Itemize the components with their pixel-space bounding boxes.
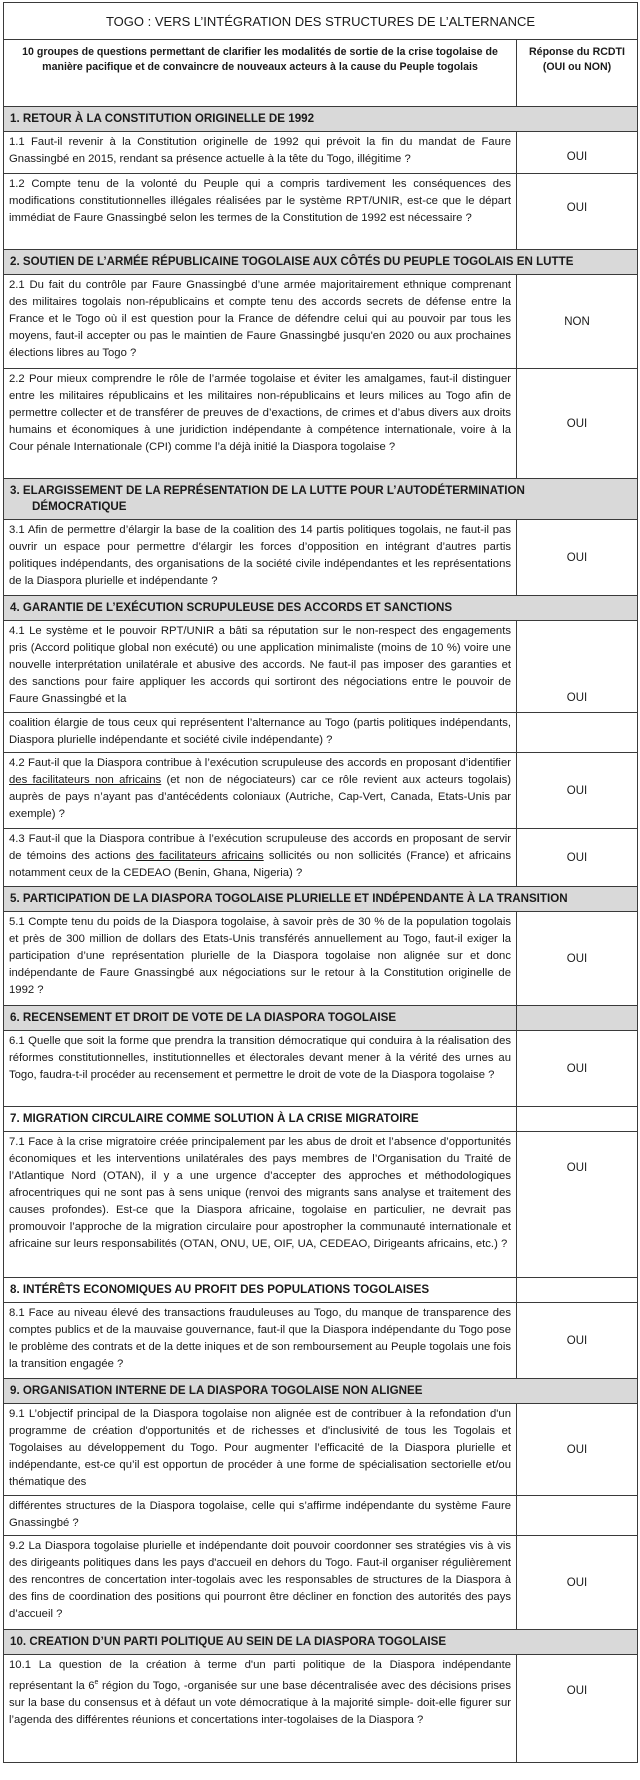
question-row — [4, 275, 638, 369]
section-header-row — [4, 1107, 638, 1132]
question-3-1: 3.1 Afin de permettre d’élargir la base de la coalition des 14 partis politiques togolais, ne faut-il pas ouvrir un espace pour permettre d’élargir les forces d’opposition en intégrant d’autres partis politiques indépendants, des organisations de la société civile indépendantes et les représentations de la Diaspora plurielle et indépendante ? — [4, 520, 517, 596]
answer-2-1: NON — [517, 275, 638, 369]
section-header-row — [4, 1379, 638, 1404]
question-row — [4, 829, 638, 887]
question-4-2 — [4, 753, 517, 829]
answer-5-1: OUI — [517, 912, 638, 1006]
question-row — [4, 132, 638, 174]
question-5-1: 5.1 Compte tenu du poids de la Diaspora togolaise, à savoir près de 30 % de la population togolais et près de 300 million de dollars des Etats-Unis transférés annuellement au Togo, faut-il exiger la participation d’une représentation plurielle de la Diaspora togolaise non alignée sur et donc indépendante de Faure Gnassingbé aux négociations sur le retour à la Constitution originelle de 1992 ? — [4, 912, 517, 1006]
question-1-1: 1.1 Faut-il revenir à la Constitution originelle de 1992 qui prévoit la fin du mandat de Faure Gnassingbé en 2015, rendant sa présence actuelle à la tête du Togo, illégitime ? — [4, 132, 517, 174]
question-4-1-continuation: coalition élargie de tous ceux qui représentent l’alternance au Togo (partis politiques indépendants, Diaspora plurielle indépendante et société civile indépendante) ? — [4, 713, 517, 753]
question-continuation-row — [4, 713, 638, 753]
section-10-heading: 10. CREATION D’UN PARTI POLITIQUE AU SEIN DE LA DIASPORA TOGOLAISE — [4, 1630, 638, 1655]
question-9-1-continuation: différentes structures de la Diaspora togolaise, celle qui s’affirme indépendante du système Faure Gnassingbé ? — [4, 1496, 517, 1536]
question-9-2: 9.2 La Diaspora togolaise plurielle et indépendante doit pouvoir coordonner ses stratégies vis à vis des dirigeants politiques dans les pays d'accueil en dehors du Togo. Faut-il organiser régulièrement des rencontres de concertation inter-togolais avec les responsables de structures de la Diaspora à des fins de coordination des positions qui pourront être décliner en fonction des autorités des pays d’accueil ? — [4, 1536, 517, 1630]
question-9-1: 9.1 L’objectif principal de la Diaspora togolaise non alignée est de contribuer à la refondation d'un programme de création d'opportunités et de richesses et d'inclusivité de tous les Togolais et Togolaises au développement du Togo. Pour augmenter l’efficacité de la Diaspora plurielle et indépendante, est-ce qu’il est opportun de procéder à une forme de spécialisation sectorielle et/ou thématique des — [4, 1404, 517, 1496]
question-row — [4, 1132, 638, 1278]
section-7-heading-side — [517, 1107, 638, 1132]
section-1-heading: 1. RETOUR À LA CONSTITUTION ORIGINELLE DE 1992 — [4, 107, 638, 132]
column-header-row — [4, 40, 638, 107]
section-7-heading: 7. MIGRATION CIRCULAIRE COMME SOLUTION À LA CRISE MIGRATOIRE — [4, 1107, 517, 1132]
answer-4-1-continuation — [517, 713, 638, 753]
section-header-row — [4, 1630, 638, 1655]
answer-6-1: OUI — [517, 1031, 638, 1107]
answer-1-1: OUI — [517, 132, 638, 174]
section-header-row — [4, 887, 638, 912]
question-4-2-underlined: des facilitateurs non africains — [9, 774, 162, 786]
answer-8-1: OUI — [517, 1303, 638, 1379]
question-row — [4, 912, 638, 1006]
question-4-3-text-end: sollicités ou non sollicités (France) et africains notamment ceux de la CEDEAO (Benin, Ghana, Nigeria) ? — [9, 850, 511, 879]
question-row — [4, 174, 638, 250]
questions-column-header: 10 groupes de questions permettant de clarifier les modalités de sortie de la crise togolaise de manière pacifique et de convaincre de nouveaux acteurs à la cause du Peuple togolais — [4, 40, 517, 107]
answer-9-2: OUI — [517, 1536, 638, 1630]
question-4-3-underlined: des facilitateurs africains — [135, 850, 264, 862]
answer-4-2: OUI — [517, 753, 638, 829]
section-8-heading: 8. INTÉRÊTS ECONOMIQUES AU PROFIT DES POPULATIONS TOGOLAISES — [4, 1278, 517, 1303]
answer-9-1: OUI — [517, 1404, 638, 1496]
question-1-2: 1.2 Compte tenu de la volonté du Peuple qui a compris tardivement les conséquences des modifications constitutionnelles illégales réalisées par le système RPT/UNIR, est-ce que le départ immédiat de Faure Gnassingbé selon les termes de la Constitution de 1992 est nécessaire ? — [4, 174, 517, 250]
section-header-row — [4, 596, 638, 621]
section-5-heading: 5. PARTICIPATION DE LA DIASPORA TOGOLAISE PLURIELLE ET INDÉPENDANTE À LA TRANSITION — [4, 887, 638, 912]
answer-9-1-continuation — [517, 1496, 638, 1536]
question-6-1: 6.1 Quelle que soit la forme que prendra la transition démocratique qui conduira à la réalisation des réformes constitutionnelles, institutionnelles et électorales devant mener à la vérité des urnes au Togo, faudra-t-il procéder au recensement et permettre le droit de vote de la Diaspora togolaise ? — [4, 1031, 517, 1107]
question-row — [4, 1031, 638, 1107]
question-row — [4, 621, 638, 713]
answer-10-1: OUI — [517, 1655, 638, 1763]
section-9-heading: 9. ORGANISATION INTERNE DE LA DIASPORA TOGOLAISE NON ALIGNEE — [4, 1379, 638, 1404]
question-4-2-text-end: (et non de négociateurs) car ce rôle revient aux acteurs togolais) auprès de pays n’ayant pas d’antécédents coloniaux (Autriche, Cap-Vert, Canada, Etats-Unis par exemple) ? — [9, 774, 511, 820]
section-header-row — [4, 1278, 638, 1303]
answer-1-2: OUI — [517, 174, 638, 250]
question-7-1: 7.1 Face à la crise migratoire créée principalement par les abus de droit et l’absence d’opportunités économiques et les interventions unilatérales des pays membres de l’Organisation du Traité de l’Atlantique Nord (OTAN), il y a une urgence d’accepter des approches et méthodologiques afrocentriques qui ne sont pas à sens unique (renvoi des migrants sans analyse et traitement des causes profondes). Est-ce que la Diaspora africaine, togolaise en particulier, ne devrait pas promouvoir l’approche de la migration circulaire pour apostropher la communauté internationale et africaine sur leurs responsabilités (OTAN, ONU, UE, OIF, UA, CEDEAO, Dirigeants africains, etc.) ? — [4, 1132, 517, 1278]
question-row — [4, 1303, 638, 1379]
answer-4-3: OUI — [517, 829, 638, 887]
section-header-row — [4, 479, 638, 520]
questionnaire-table — [3, 2, 638, 1763]
section-3-heading — [4, 479, 638, 520]
question-2-1: 2.1 Du fait du contrôle par Faure Gnassingbé d’une armée majoritairement ethnique comprenant des militaires togolais non-républicains et compte tenu des accords secrets de défense entre la France et le Togo où il est question pour la France de défendre celui qui au pouvoir par tous les moyens, faut-il accepter ou pas le maintien de Faure Gnassingbé jusqu'en 2020 ou aux prochaines élections libres au Togo ? — [4, 275, 517, 369]
section-6-heading: 6. RECENSEMENT ET DROIT DE VOTE DE LA DIASPORA TOGOLAISE — [4, 1006, 517, 1031]
question-10-1-text: 10.1 La question de la création à terme d'un parti politique de la Diaspora indépendante représentant la 6 — [9, 1659, 511, 1692]
question-continuation-row — [4, 1496, 638, 1536]
question-4-1: 4.1 Le système et le pouvoir RPT/UNIR a bâti sa réputation sur le non-respect des engagements pris (Accord politique global non exécuté) ou une application minimaliste (moins de 10 %) voire une nouvelle interprétation unilatérale et abusive des accords. Ne faut-il pas imposer des garanties et des sanctions pour faire appliquer les accords qui sortiront des négociations entre le pouvoir de Faure Gnassingbé et la — [4, 621, 517, 713]
response-column-header: Réponse du RCDTI (OUI ou NON) — [517, 40, 638, 107]
question-4-3 — [4, 829, 517, 887]
question-row — [4, 1404, 638, 1496]
section-6-heading-side — [517, 1006, 638, 1031]
question-row — [4, 369, 638, 479]
section-8-heading-side — [517, 1278, 638, 1303]
document-title: TOGO : VERS L’INTÉGRATION DES STRUCTURES DE L’ALTERNANCE — [4, 3, 638, 40]
section-3-heading-line2: DÉMOCRATIQUE — [32, 500, 127, 513]
question-4-3-text: 4.3 Faut-il que la Diaspora contribue à l’exécution scrupuleuse des accords en proposant de servir de témoins des actions — [9, 833, 511, 862]
section-header-row — [4, 107, 638, 132]
question-10-1 — [4, 1655, 517, 1763]
title-row — [4, 3, 638, 40]
section-header-row — [4, 1006, 638, 1031]
answer-2-2: OUI — [517, 369, 638, 479]
section-2-heading: 2. SOUTIEN DE L’ARMÉE RÉPUBLICAINE TOGOLAISE AUX CÔTÉS DU PEUPLE TOGOLAIS EN LUTTE — [4, 250, 638, 275]
section-header-row — [4, 250, 638, 275]
question-row — [4, 520, 638, 596]
question-4-2-text: 4.2 Faut-il que la Diaspora contribue à l’exécution scrupuleuse des accords en proposant d’identifier — [9, 757, 511, 769]
question-10-1-text-end: région du Togo, -organisée sur une base décentralisée avec des décisions prises sur la base du consensus et à défaut un vote démocratique à la majorité simple- doit-elle figurer sur l’agenda des différentes réunions et concertations inter-togolaises de la Diaspora ? — [9, 1679, 511, 1726]
question-row — [4, 1655, 638, 1763]
superscript-e: e — [94, 1679, 99, 1686]
question-row — [4, 753, 638, 829]
question-8-1: 8.1 Face au niveau élevé des transactions frauduleuses au Togo, du manque de transparence des comptes publics et de la mauvaise gouvernance, faut-il que la Diaspora indépendante du Togo pose le problème des contrats et de la dette iniques et de son remboursement au Peuple togolais une fois la transition engagée ? — [4, 1303, 517, 1379]
answer-3-1: OUI — [517, 520, 638, 596]
section-4-heading: 4. GARANTIE DE L’EXÉCUTION SCRUPULEUSE DES ACCORDS ET SANCTIONS — [4, 596, 638, 621]
question-row — [4, 1536, 638, 1630]
answer-7-1: OUI — [517, 1132, 638, 1278]
question-2-2: 2.2 Pour mieux comprendre le rôle de l’armée togolaise et éviter les amalgames, faut-il distinguer entre les militaires républicains et les militaires non-républicains et leurs milices au Togo afin de permettre collecter et de transférer de preuves de d’exactions, de crimes et d’abus divers aux droits humains et économiques à une juridiction indépendante à compétence internationale, voire à la Cour pénale Internationale (CPI) comme l’a déjà initié la Diaspora togolaise ? — [4, 369, 517, 479]
answer-4-1: OUI — [517, 621, 638, 713]
section-3-heading-line1: 3. ELARGISSEMENT DE LA REPRÉSENTATION DE LA LUTTE POUR L’AUTODÉTERMINATION — [10, 484, 525, 497]
